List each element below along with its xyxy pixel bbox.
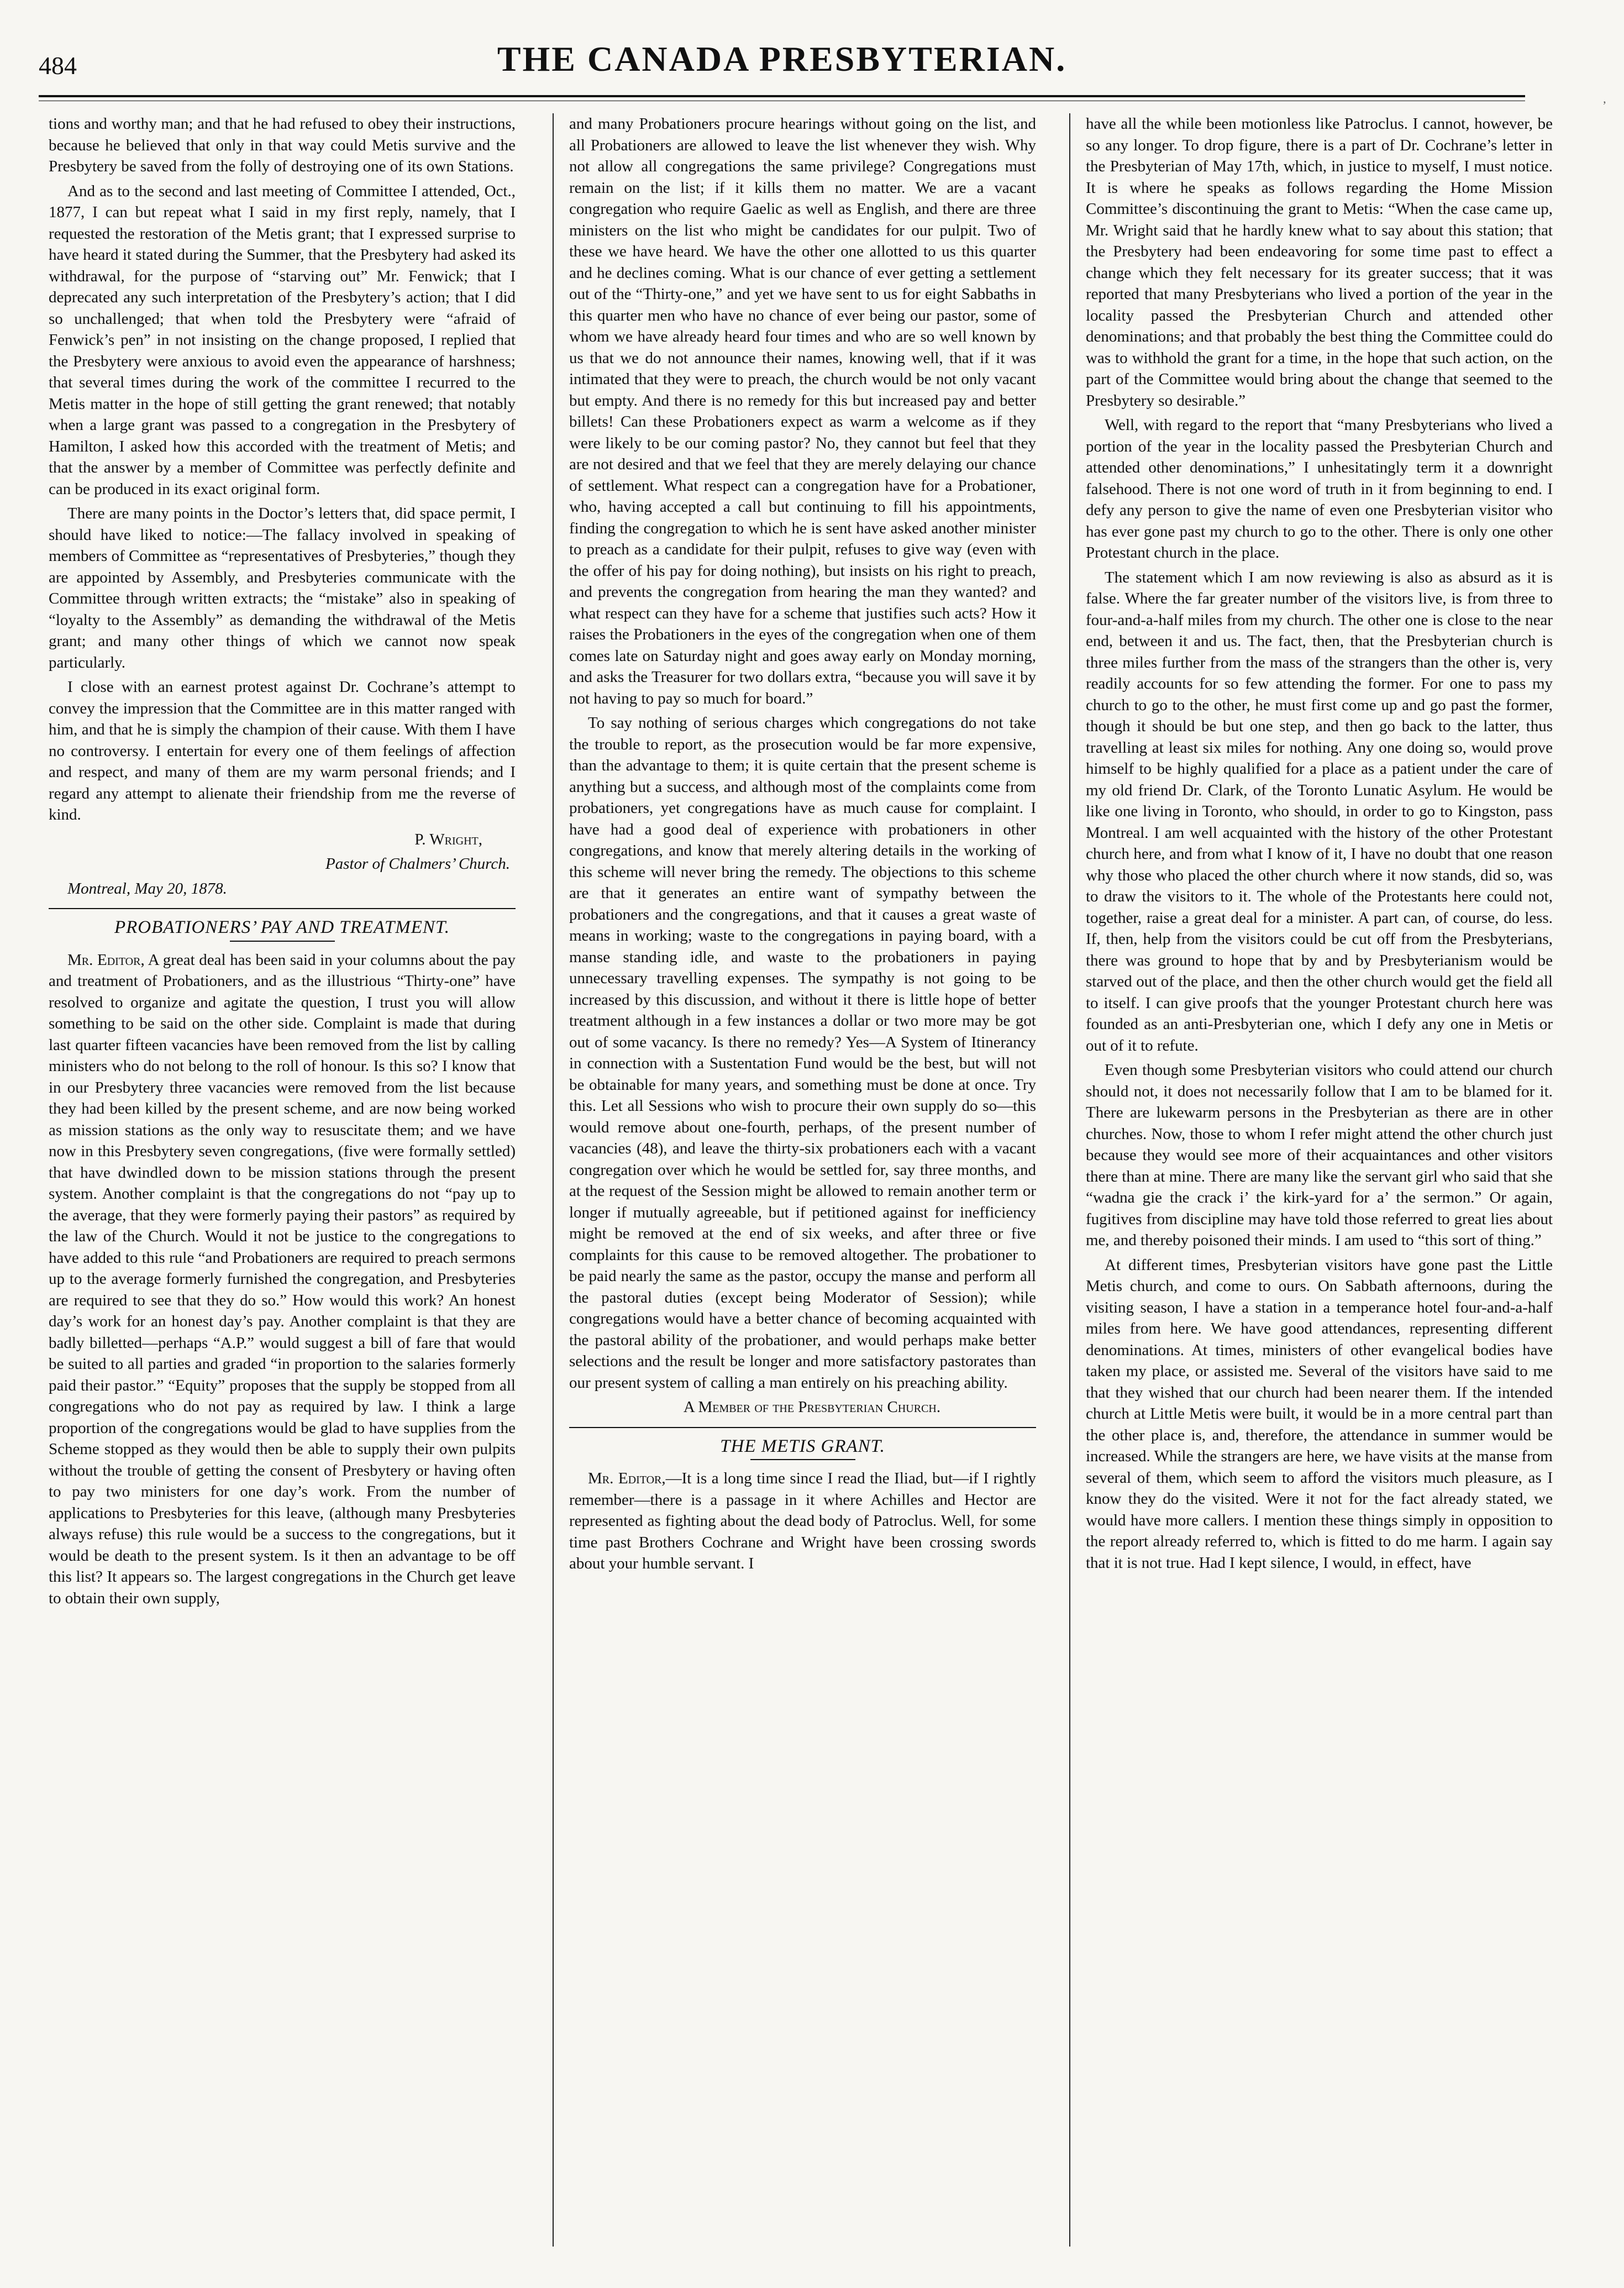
paragraph: To say nothing of serious charges which congregations do not take the trouble to report, as the prosecution would be far more expensive, than the advantage to them; it is quite certain that the present scheme is anything but a success, and although most of the complaints come from probationers, yet congregations have as much cause for complaint. I have had a good deal of experience with probationers in other congregations, and know that merely altering details in the working of this scheme will never bring the remedy. The objections to this scheme are that it generates an entire want of sympathy between the probationers and the congregations, and that it causes a great waste of means in working; waste to the congregations in paying board, with a manse standing idle, and waste to the probationers in paying unnecessary travelling expenses. The sympathy is not going to be increased by this discussion, and without it there is little hope of better treatment although in a few instances a dollar or two more may be got out of some vacancy. Is there no remedy? Yes—A System of Itinerancy in connection with a Sustentation Fund would be the best, but will not be obtainable for many years, and something must be done at once. Try this. Let all Sessions who wish to procure their own supply do so—this would remove about one-fourth, perhaps, of the present number of vacancies (48), and leave the thirty-six probationers each with a vacant congregation over which he would be settled for, say three months, and at the request of the Session might be allowed to remain another term or longer if mutually agreeable, but if petitioned against for inefficiency might be removed at the end of six weeks, and after three or five complaints for this cause to be removed altogether. The probationer to be paid nearly the same as the pastor, occupy the manse and perform all the pastoral duties (except being Moderator of Session); while congregations would have a better chance of becoming acquainted with the pastoral ability of the probationer, and would perhaps make better selections and the result be longer and more satisfactory pastorates than our present system of calling a man entirely on his preaching ability. bbox=[569, 714, 1036, 1392]
paragraph: tions and worthy man; and that he had refused to obey their instructions, because he believed that only in that way could Metis survive and the Presbytery be saved from the folly of destroying one of its own Stations. bbox=[49, 115, 516, 175]
paragraph bbox=[569, 1468, 1036, 1575]
paragraph: I close with an earnest protest against Dr. Cochrane’s attempt to convey the impression that the Committee are in this matter ranged with him, and that he is simply the champion of their cause. With them I have no controversy. I entertain for every one of them feelings of affection and respect, and many of them are my warm personal friends; and I regard any attempt to alienate their friendship from me the reverse of kind. bbox=[49, 678, 516, 823]
journal-title: THE CANADA PRESBYTERIAN. bbox=[497, 39, 1067, 78]
paragraph bbox=[49, 949, 516, 1609]
paragraph-text: A great deal has been said in your columns about the pay and treatment of Probationers, and as the illustrious “Thirty-one” have resolved to organize and agitate the question, I trust you will allow something to be said on the other side. Complaint is made that during last quarter fifteen vacancies have been removed from the list by calling ministers who do not belong to the roll of honour. Is this so? I know that in our Presbytery three vacancies were removed from the list because they had been killed by the present scheme, and are now being worked as mission stations as the only way to resuscitate them; and we have now in this Presbytery seven congregations, (five were formally settled) that have dwindled down to be mission stations through the present system. Another complaint is that the congregations do not “pay up to the average, that they were formerly paying their pastors” as required by the law of the Church. Would it not be justice to the congregations to have added to this rule “and Probationers are required to preach sermons up to the average formerly furnished the congregation, and Presbyteries are required to see that they do so.” How would this work? An honest day’s work for an honest day’s pay. Another complaint is that they are badly billetted—perhaps “A.P.” would suggest a bill of fare that would be suited to all parties and graded “in proportion to the salaries formerly paid their pastor.” “Equity” proposes that the supply be stopped from all congregations who do not pay as required by law. I think a large proportion of the congregations would be glad to have supplies from the Scheme stopped as they would then be able to supply their own pulpits without the trouble of getting the consent of Presbytery or having often to pay two ministers for one day’s work. From the number of applications to Presbyteries for this leave, (although many Presbyteries always refuse) this rule would be a success to the congregations, but it would be death to the present system. Is it then an advantage to be off this list? It appears so. The largest congregations in the Church get leave to obtain their own supply, bbox=[49, 951, 516, 1607]
title-underline bbox=[230, 941, 335, 942]
paragraph: Well, with regard to the report that “many Presbyterians who lived a portion of the year in the locality passed the Presbyterian Church and attended other denominations,” I unhesitatingly term it a downright falsehood. There is not one word of truth in it from beginning to end. I defy any person to give the name of even one Presbyterian visitor who has ever gone past my church to go to the other. There is only one other Protestant church in the place. bbox=[1086, 416, 1553, 561]
title-underline bbox=[750, 1459, 855, 1460]
paragraph: Even though some Presbyterian visitors who could attend our church should not, it does not necessarily follow that I am to be blamed for it. There are lukewarm persons in the Presbyterian as there are in other churches. Now, those to whom I refer might attend the other church just because they would see more of their acquaintances and other visitors there than at mine. There are many like the servant girl who said that she “wadna gie the crack i’ the kirk-yard for a’ the sermon.” Or again, fugitives from discipline may have told those referred to great lies about me, and thereby poisoned their minds. I am used to “this sort of thing.” bbox=[1086, 1061, 1553, 1249]
paragraph-text: —It is a long time since I read the Iliad, but—if I rightly remember—there is a passage in it where Achilles and Hector are represented as fighting about the dead body of Patroclus. Well, for some time past Brothers Cochrane and Wright have been crossing swords about your humble servant. I bbox=[569, 1470, 1036, 1572]
margin-mark: ’ bbox=[1602, 98, 1607, 112]
column-divider bbox=[553, 113, 554, 2247]
paragraph: And as to the second and last meeting of Committee I attended, Oct., 1877, I can but repeat what I said in my first reply, namely, that I requested the restoration of the Metis grant; that I expressed surprise to have heard it stated during the Summer, that the Presbytery had asked its withdrawal, for the purpose of “starving out” Mr. Fenwick; that I deprecated any such interpretation of the Presbytery’s action; that I did so unchallenged; that when told the Presbytery were “afraid of Fenwick’s pen” in not insisting on the change proposed, I replied that the Presbytery were anxious to avoid even the appearance of harshness; that several times during the work of the committee I recurred to the Metis matter in the hope of still getting the grant renewed; that notably when a large grant was passed to a congregation in the Presbytery of Hamilton, I asked how this accorded with the treatment of Metis; and that the answer by a member of Committee was perfectly definite and can be produced in its exact original form. bbox=[49, 182, 516, 498]
article-separator bbox=[49, 908, 516, 909]
article-title: THE METIS GRANT. bbox=[720, 1436, 885, 1456]
paragraph: and many Probationers procure hearings without going on the list, and all Probationers are allowed to leave the list whenever they wish. Why not allow all congregations the same privilege? Congregations must remain on the list; if it kills them no matter. We are a vacant congregation who require Gaelic as well as English, and there are three ministers on the list who might be candidates for our pulpit. Two of these we have heard. We have the other one allotted to us this quarter and he declines coming. What is our chance of ever getting a settlement out of the “Thirty-one,” and yet we have sent to us for eight Sabbaths in this quarter men who have no chance of ever being our pastor, some of whom we have already heard four times and who are so well known by us that we do not announce their names, knowing well, that if it was intimated that they were to preach, the church would be not only vacant but empty. And there is no remedy for this but increased pay and better billets! Can these Probationers expect as warm a welcome as if they were likely to be our coming pastor? No, they cannot but feel that they are not desired and that we feel that they are merely delaying our chance of settlement. What respect can a congregation have for a Probationer, who, having accepted a call but continuing to fill his appointments, finding the congregation to which he is sent have asked another minister to preach as a candidate for their pulpit, refuses to give way (even with the offer of his pay for doing nothing), but insists on his right to preach, and prevents the congregation from hearing the man they wanted? and what respect can they have for a scheme that justifies such acts? How it raises the Probationers in the eyes of the congregation when one of them comes late on Saturday night and goes away early on Monday morning, and asks the Treasurer for two dollars extra, “because you will save it by not having to pay so much for board.” bbox=[569, 115, 1036, 707]
column-1 bbox=[49, 113, 516, 2247]
paragraph: have all the while been motionless like Patroclus. I cannot, however, be so any longer. To drop figure, there is a part of Dr. Cochrane’s letter in the Presbyterian of May 17th, which, in justice to myself, I must notice. It is where he speaks as follows regarding the Home Mission Committee’s discontinuing the grant to Metis: “When the case came up, Mr. Wright said that he hardly knew what to say about this station; that the Presbytery had been endeavoring for some time past to effect a change which they felt necessary for its greater success; that it was reported that many Presbyterians who lived a portion of the year in the locality passed the Presbyterian Church and attended other denominations; and that probably the best thing the Committee could do was to withhold the grant for a time, in the hope that such action, on the part of the Committee would bring about the change that seemed to the Presbytery so desirable.” bbox=[1086, 115, 1553, 410]
signoff: A Member of the Presbyterian Church. bbox=[683, 1398, 941, 1416]
column-3 bbox=[1086, 113, 1553, 2247]
column-divider bbox=[1069, 113, 1070, 2247]
article-separator bbox=[569, 1427, 1036, 1428]
signature-place-date: Montreal, May 20, 1878. bbox=[67, 879, 227, 898]
signature-name: P. Wright, bbox=[414, 830, 482, 848]
article-title: PROBATIONERS’ PAY AND TREATMENT. bbox=[114, 917, 450, 937]
salutation: Mr. Editor, bbox=[67, 951, 145, 969]
signature-title: Pastor of Chalmers’ Church. bbox=[325, 855, 510, 873]
salutation: Mr. Editor, bbox=[588, 1470, 666, 1487]
paragraph: The statement which I am now reviewing is also as absurd as it is false. Where the far greater number of the visitors live, is from three to four-and-a-half miles from my church. The other one is close to the near end, between it and us. The fact, then, that the Presbyterian church is three miles further from the mass of the strangers than the other is, very readily accounts for so few attending the former. For one to pass my church to go to the other, he must first come up and go past the former, though it should be but one step, and then go back to the latter, thus travelling at least six miles for nothing. Any one doing so, would prove himself to be highly qualified for a place as a patient under the care of my old friend Dr. Clark, of the Toronto Lunatic Asylum. He would be like one living in Toronto, who should, in order to go to Kingston, pass Montreal. I am well acquainted with the history of the other Protestant church here, and from what I know of it, I have no doubt that one reason why those who placed the other church where it now stands, did so, was to draw the visitors to it. The whole of the Protestants here could not, together, raise a great deal for a minister. A part can, of course, do less. If, then, help from the visitors could be cut off from the Presbyterians, there was ground to hope that by and by Presbyterianism would be starved out of the place, and then the other church would get the field all to itself. I can give proofs that the younger Protestant church here was founded as an anti-Presbyterian one, which I defy any one in Metis or out of it to refute. bbox=[1086, 568, 1553, 1054]
page-number: 484 bbox=[39, 51, 77, 80]
paragraph: At different times, Presbyterian visitors have gone past the Little Metis church, and come to ours. On Sabbath afternoons, during the visiting season, I have a station in a temperance hotel four-and-a-half miles from here. We have good attendances, representing different denominations. At times, ministers of other evangelical bodies have taken my place, or assisted me. Several of the visitors have said to me that they wished that our church had been nearer them. If the intended church at Little Metis were built, it would be in a more central part than the other place is, and, therefore, the attendance in summer would be increased. While the strangers are here, we have visits at the manse from several of them, which seem to afford the visitors much pleasure, as I know they do the visited. Were it not for the fact already stated, we would have more callers. I mention these things simply in opposition to the report already referred to, which is fitted to do me harm. I again say that it is not true. Had I kept silence, I would, in effect, have bbox=[1086, 1256, 1553, 1572]
header-rule bbox=[39, 95, 1525, 97]
paragraph: There are many points in the Doctor’s letters that, did space permit, I should have liked to notice:—The fallacy involved in speaking of members of Committee as “representatives of Presbyteries,” though they are appointed by Assembly, and Presbyteries communicate with the Committee through written extracts; the “mistake” also in speaking of “loyalty to the Assembly” as demanding the withdrawal of the Metis grant; and many other things of which we cannot now speak particularly. bbox=[49, 505, 516, 671]
page-header bbox=[39, 39, 1525, 94]
column-2 bbox=[569, 113, 1036, 2247]
